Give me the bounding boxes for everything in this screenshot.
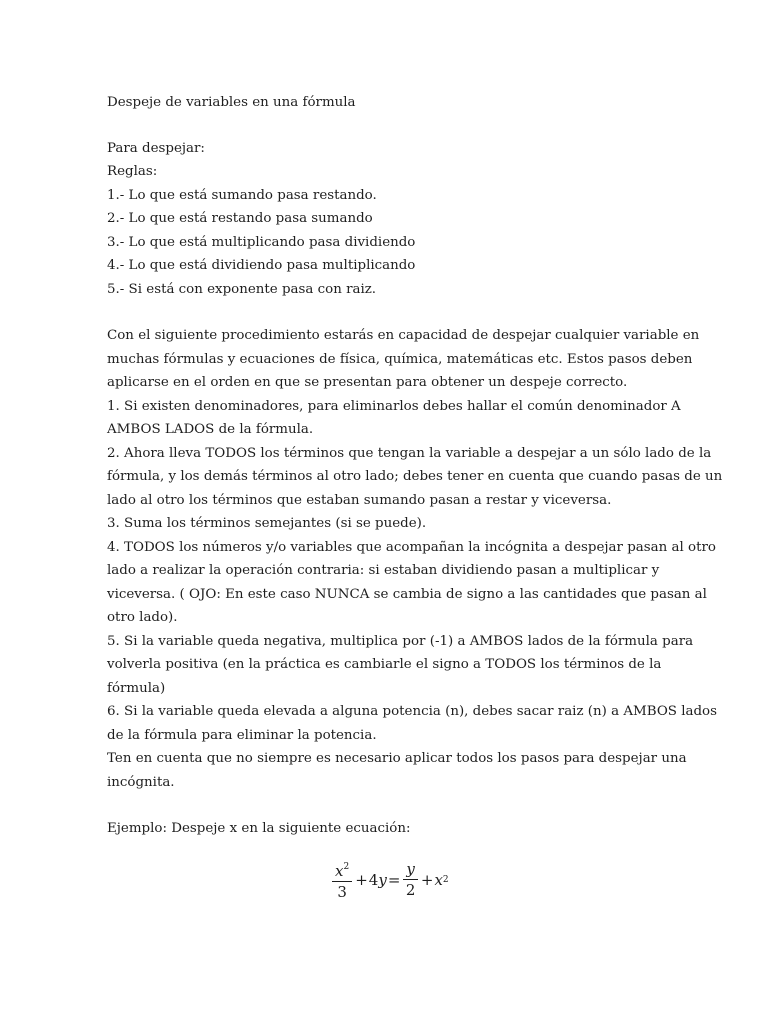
procedure-line: fórmula, y los demás términos al otro lado; debes tener en cuenta que cuando pasas de un — [107, 469, 723, 484]
rule-item: 4.- Lo que está dividiendo pasa multiplicando — [107, 258, 416, 273]
equation-var: x — [335, 862, 344, 880]
procedure-line: de la fórmula para eliminar la potencia. — [107, 727, 377, 743]
paragraph-spacer — [107, 794, 667, 817]
procedure-line: Con el siguiente procedimiento estarás en capacidad de despejar cualquier variable en — [107, 328, 700, 343]
fraction-denominator: 3 — [337, 883, 347, 901]
rules-label: Reglas: — [107, 164, 158, 179]
equation-exponent: 2 — [343, 862, 350, 872]
procedure-line: 1. Si existen denominadores, para eliminarlos debes hallar el común denominador A — [107, 398, 681, 414]
procedure-line: 6. Si la variable queda elevada a alguna potencia (n), debes sacar raiz (n) a AMBOS lados — [107, 704, 717, 719]
procedure-line: viceversa. ( OJO: En este caso NUNCA se cambia de signo a las cantidades que pasan al — [107, 586, 707, 602]
procedure-line: lado a realizar la operación contraria: si estaban dividiendo pasan a multiplicar y — [107, 563, 660, 578]
procedure-line: volverla positiva (en la práctica es cambiarle el signo a TODOS los términos de la — [107, 657, 662, 672]
procedure-line: 3. Suma los términos semejantes (si se puede). — [107, 516, 427, 531]
example-equation — [330, 858, 449, 901]
paragraph-spacer — [107, 301, 667, 324]
fraction-numerator — [332, 858, 352, 882]
procedure-line: otro lado). — [107, 610, 178, 625]
fraction-denominator: 2 — [405, 881, 416, 899]
plus-sign: + — [355, 870, 368, 889]
equals-sign: = — [387, 870, 401, 889]
procedure-line: aplicarse en el orden en que se presentan para obtener un despeje correcto. — [107, 375, 628, 390]
procedure-line: 2. Ahora lleva TODOS los términos que tengan la variable a despejar a un sólo lado de la — [107, 445, 712, 461]
example-label: Ejemplo: Despeje x en la siguiente ecuación: — [107, 821, 411, 836]
rule-item: 3.- Lo que está multiplicando pasa dividiendo — [107, 234, 416, 250]
fraction-y-over-2 — [403, 860, 417, 899]
equation-exponent: 2 — [442, 874, 449, 885]
procedure-line: 4. TODOS los números y/o variables que acompañan la incógnita a despejar pasan al otro — [107, 539, 716, 555]
procedure-line: AMBOS LADOS de la fórmula. — [107, 422, 314, 437]
fraction-x2-over-3 — [332, 858, 352, 901]
procedure-line: lado al otro los términos que estaban sumando pasan a restar y viceversa. — [107, 492, 612, 508]
procedure-line: Ten en cuenta que no siempre es necesario aplicar todos los pasos para despejar una — [107, 751, 687, 766]
fraction-numerator: y — [403, 860, 417, 880]
plus-sign: + — [420, 870, 434, 889]
rule-item: 5.- Si está con exponente pasa con raiz. — [107, 281, 377, 297]
procedure-line: fórmula) — [107, 680, 166, 696]
equation-var: x — [434, 870, 443, 889]
equation-coefficient: 4 — [368, 870, 379, 889]
intro-text: Para despejar: — [107, 140, 205, 156]
procedure-paragraph — [107, 324, 723, 794]
procedure-line: 5. Si la variable queda negativa, multiplica por (-1) a AMBOS lados de la fórmula para — [107, 633, 694, 649]
equation-var: y — [378, 870, 387, 889]
rule-item: 2.- Lo que está restando pasa sumando — [107, 211, 373, 226]
rules-list — [107, 184, 667, 302]
page-title: Despeje de variables en una fórmula — [107, 95, 356, 110]
document-body — [107, 91, 723, 841]
rule-item: 1.- Lo que está sumando pasa restando. — [107, 187, 377, 203]
procedure-line: muchas fórmulas y ecuaciones de física, química, matemáticas etc. Estos pasos deben — [107, 351, 693, 367]
procedure-line: incógnita. — [107, 774, 175, 790]
